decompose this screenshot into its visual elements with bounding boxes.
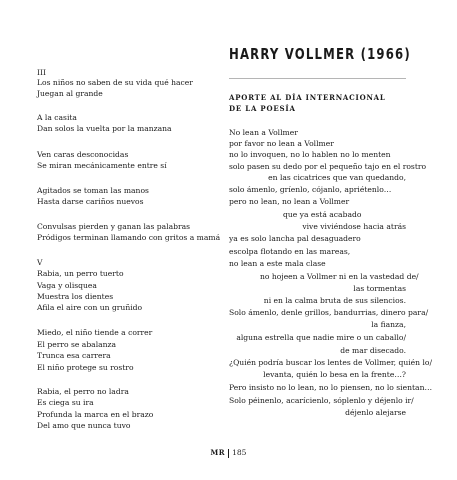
poem-line: Pero insisto no lo lean, no lo piensen, no lo sientan…: [229, 383, 433, 392]
poem-line: Profunda la marca en el brazo: [37, 410, 154, 419]
poem-line: V: [37, 258, 43, 267]
poem-line: Afila el aire con un gruñido: [37, 303, 143, 312]
poem-line: las tormentas: [353, 284, 406, 293]
footer-divider: [228, 449, 229, 458]
poem-line: Se miran mecánicamente entre sí: [37, 161, 167, 170]
heading-divider: [229, 78, 406, 79]
page-footer: [0, 448, 457, 458]
poem-line: ni en la calma bruta de sus silencios.: [263, 296, 406, 305]
poem-line: Miedo, el niño tiende a correr: [37, 328, 153, 337]
poem-line: Juegan al grande: [37, 89, 103, 98]
poem-line: alguna estrella que nadie mire o un caballo/: [236, 333, 406, 342]
poem-line: no lo invoquen, no lo hablen no lo menten: [229, 150, 391, 159]
poem-line: no hojeen a Vollmer ni en la vastedad de/: [260, 272, 419, 281]
poem-line: Solo ámenlo, denle grillos, bandurrias, dinero para/: [229, 308, 429, 317]
poem-title-line-1: APORTE AL DÍA INTERNACIONAL: [229, 93, 386, 102]
poem-line: que ya está acabado: [283, 210, 362, 219]
poem-line: Dan solos la vuelta por la manzana: [37, 124, 172, 133]
poem-line: la fianza,: [371, 320, 406, 329]
poem-line: III: [37, 68, 46, 77]
poem-line: No lean a Vollmer: [229, 128, 298, 137]
journal-mark: MR: [210, 448, 226, 457]
poem-line: vive viviéndose hacia atrás: [302, 222, 406, 231]
poem-line: Agitados se toman las manos: [37, 186, 149, 195]
poem-line: Vaga y olisquea: [37, 281, 97, 290]
poem-line: de mar disecado.: [340, 346, 406, 355]
author-heading: HARRY VOLLMER (1966): [229, 45, 411, 63]
poem-line: Rabia, un perro tuerto: [37, 269, 124, 278]
poem-line: por favor no lean a Vollmer: [229, 139, 334, 148]
poem-line: El niño protege su rostro: [37, 363, 134, 372]
poem-line: no lean a este mala clase: [229, 259, 326, 268]
poem-line: solo ámenlo, gríenlo, cójanlo, apriétenlo…: [229, 185, 392, 194]
poem-line: déjenlo alejarse: [345, 408, 406, 417]
poem-line: Rabia, el perro no ladra: [37, 387, 129, 396]
poem-title-line-2: DE LA POESÍA: [229, 104, 296, 113]
poem-line: Del amo que nunca tuvo: [37, 421, 131, 430]
poem-line: Solo péinenlo, acarícienlo, sóplenlo y déjenlo ir/: [229, 396, 414, 405]
poem-line: en las cicatrices que van quedando,: [268, 173, 406, 182]
poem-line: Convulsas pierden y ganan las palabras: [37, 222, 191, 231]
poem-line: levanta, quién lo besa en la frente…?: [263, 370, 406, 379]
page-number: 185: [232, 448, 247, 457]
poem-line: solo pasen su dedo por el pequeño tajo en el rostro: [229, 162, 427, 171]
poem-line: Muestra los dientes: [37, 292, 114, 301]
poem-line: Los niños no saben de su vida qué hacer: [37, 78, 193, 87]
poem-line: escolpa flotando en las mareas,: [229, 247, 351, 256]
poem-line: Trunca esa carrera: [37, 351, 111, 360]
poem-line: Pródigos terminan llamando con gritos a mamá: [37, 233, 221, 242]
poem-line: ¿Quién podría buscar los lentes de Vollmer, quién lo/: [229, 358, 433, 367]
poem-line: A la casita: [37, 113, 77, 122]
poem-line: El perro se abalanza: [37, 340, 117, 349]
poem-line: Es ciega su ira: [37, 398, 94, 407]
poem-line: ya es solo lancha pal desaguadero: [229, 234, 361, 243]
poem-line: Ven caras desconocidas: [37, 150, 129, 159]
poem-line: Hasta darse cariños nuevos: [37, 197, 144, 206]
poem-line: pero no lean, no lean a Vollmer: [229, 197, 350, 206]
